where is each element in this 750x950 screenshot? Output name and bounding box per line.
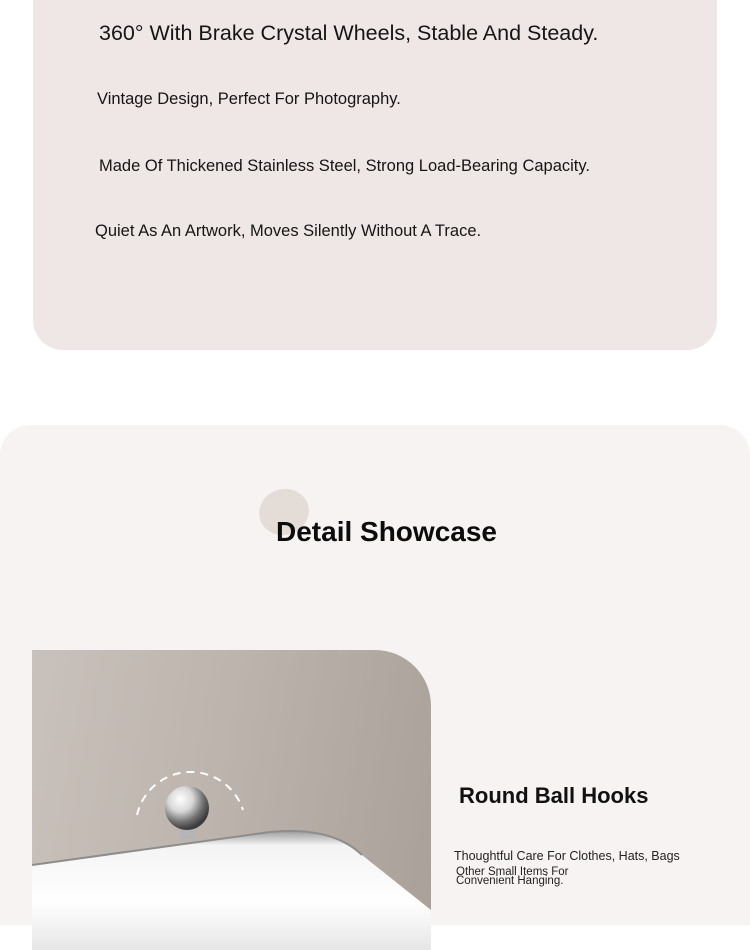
- hook-description-line2: Other Small Items For Convenient Hanging.: [456, 866, 569, 887]
- rack-bar: [32, 831, 431, 950]
- ball-hook: [165, 786, 209, 830]
- feature-line-quiet: Quiet As An Artwork, Moves Silently Without A Trace.: [95, 222, 482, 240]
- feature-line-wheels: 360° With Brake Crystal Wheels, Stable And Steady.: [99, 21, 599, 45]
- section-title: Detail Showcase: [276, 516, 497, 547]
- ball-hook-illustration: [32, 650, 431, 950]
- feature-line-steel: Made Of Thickened Stainless Steel, Strong Load-Bearing Capacity.: [99, 157, 590, 175]
- feature-line-design: Vintage Design, Perfect For Photography.: [97, 90, 401, 108]
- hook-title: Round Ball Hooks: [459, 783, 649, 808]
- feature-card: [33, 0, 717, 350]
- hook-description-line1: Thoughtful Care For Clothes, Hats, Bags: [454, 849, 680, 863]
- detail-showcase-panel: [0, 425, 750, 925]
- hook-photo: [32, 650, 431, 950]
